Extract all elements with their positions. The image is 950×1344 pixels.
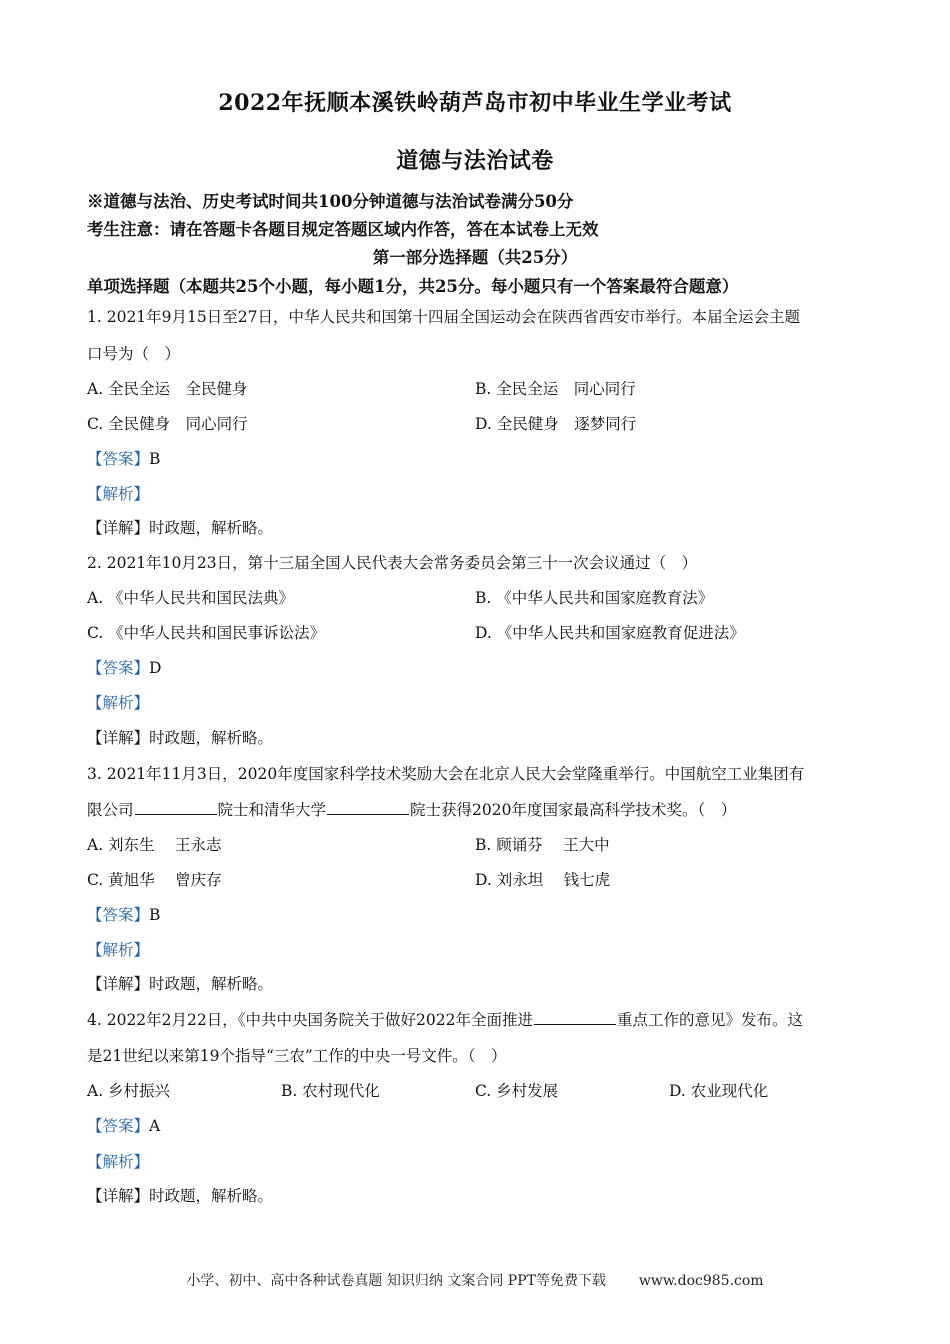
question-4-detail	[87, 1184, 273, 1206]
question-2-option-d: D. 《中华人民共和国家庭教育促进法》	[475, 624, 745, 642]
question-1-answer	[87, 447, 160, 469]
answer-tag: 【答案】	[87, 659, 150, 677]
answer-value: D	[149, 659, 162, 677]
detail-tag: 【详解】	[87, 1187, 150, 1205]
question-1-stem-line2: 口号为（ ）	[87, 345, 181, 363]
question-4-answer	[87, 1114, 160, 1136]
question-1-option-c: C. 全民健身 同心同行	[87, 415, 248, 433]
question-4-option-d: D. 农业现代化	[669, 1082, 769, 1100]
question-2-option-a: A. 《中华人民共和国民法典》	[87, 589, 295, 607]
fill-blank	[534, 1010, 616, 1025]
detail-text: 时政题，解析略。	[149, 519, 274, 537]
question-3-option-a: A. 刘东生 王永志	[87, 836, 222, 854]
question-1-option-a: A. 全民全运 全民健身	[87, 380, 248, 398]
question-2-option-c: C. 《中华人民共和国民事诉讼法》	[87, 624, 326, 642]
analysis-tag: 【解析】	[87, 1153, 150, 1171]
answer-value: B	[149, 450, 161, 468]
footer-text: 小学、初中、高中各种试卷真题 知识归纳 文案合同 PPT等免费下载	[186, 1273, 606, 1289]
footer-url[interactable]: www.doc985.com	[638, 1273, 764, 1289]
question-3-detail	[87, 972, 273, 994]
answer-value: B	[149, 906, 161, 924]
analysis-tag: 【解析】	[87, 941, 150, 959]
question-3-stem-line2	[87, 798, 736, 820]
question-4-option-a: A. 乡村振兴	[87, 1082, 171, 1100]
question-1-detail	[87, 516, 273, 538]
question-1-analysis	[87, 482, 149, 504]
answer-tag: 【答案】	[87, 1117, 150, 1135]
detail-tag: 【详解】	[87, 519, 150, 537]
stem-text: 4. 2022年2月22日，《中共中央国务院关于做好2022年全面推进	[87, 1011, 533, 1029]
question-1-option-b: B. 全民全运 同心同行	[475, 380, 636, 398]
question-3-option-d: D. 刘永坦 钱七虎	[475, 871, 611, 889]
analysis-tag: 【解析】	[87, 485, 150, 503]
stem-text: 重点工作的意见》发布。这	[616, 1011, 803, 1029]
exam-subtitle: 道德与法治试卷	[396, 148, 554, 174]
question-3-answer	[87, 903, 160, 925]
question-3-stem-line1: 3. 2021年11月3日，2020年度国家科学技术奖励大会在北京人民大会堂隆重举行。中国航空工业集团有	[87, 765, 805, 783]
section-title: 第一部分选择题（共25分）	[372, 248, 578, 267]
detail-text: 时政题，解析略。	[149, 1187, 274, 1205]
stem-text: 限公司	[87, 801, 134, 819]
detail-text: 时政题，解析略。	[149, 975, 274, 993]
answer-tag: 【答案】	[87, 450, 150, 468]
time-note: ※道德与法治、历史考试时间共100分钟道德与法治试卷满分50分	[87, 192, 574, 211]
fill-blank	[327, 800, 409, 815]
question-2-option-b: B. 《中华人民共和国家庭教育法》	[475, 589, 714, 607]
question-3-analysis	[87, 938, 149, 960]
question-1-stem-line1: 1. 2021年9月15日至27日，中华人民共和国第十四届全国运动会在陕西省西安市举行。本届全运会主题	[87, 308, 800, 326]
question-1-option-d: D. 全民健身 逐梦同行	[475, 415, 637, 433]
detail-text: 时政题，解析略。	[149, 729, 274, 747]
answer-value: A	[149, 1117, 161, 1135]
question-2-detail	[87, 726, 273, 748]
detail-tag: 【详解】	[87, 729, 150, 747]
question-3-option-c: C. 黄旭华 曾庆存	[87, 871, 222, 889]
question-4-analysis	[87, 1150, 149, 1172]
fill-blank	[135, 800, 217, 815]
page-footer	[0, 1270, 950, 1290]
stem-text: 院士和清华大学	[217, 801, 327, 819]
exam-title: 2022年抚顺本溪铁岭葫芦岛市初中毕业生学业考试	[218, 90, 732, 116]
candidate-note: 考生注意：请在答题卡各题目规定答题区域内作答，答在本试卷上无效	[87, 220, 599, 239]
question-2-answer	[87, 656, 161, 678]
question-4-option-c: C. 乡村发展	[475, 1082, 559, 1100]
question-4-stem-line1	[87, 1008, 803, 1030]
detail-tag: 【详解】	[87, 975, 150, 993]
answer-tag: 【答案】	[87, 906, 150, 924]
question-3-option-b: B. 顾诵芬 王大中	[475, 836, 610, 854]
question-2-analysis	[87, 691, 149, 713]
question-2-stem-line1: 2. 2021年10月23日，第十三届全国人民代表大会常务委员会第三十一次会议通过（ ）	[87, 554, 698, 572]
section-instruction: 单项选择题（本题共25个小题，每小题1分，共25分。每小题只有一个答案最符合题意）	[87, 277, 739, 296]
question-4-option-b: B. 农村现代化	[281, 1082, 380, 1100]
question-4-stem-line2: 是21世纪以来第19个指导“三农”工作的中央一号文件。（ ）	[87, 1047, 507, 1065]
analysis-tag: 【解析】	[87, 694, 150, 712]
stem-text: 院士获得2020年度国家最高科学技术奖。（ ）	[410, 801, 737, 819]
